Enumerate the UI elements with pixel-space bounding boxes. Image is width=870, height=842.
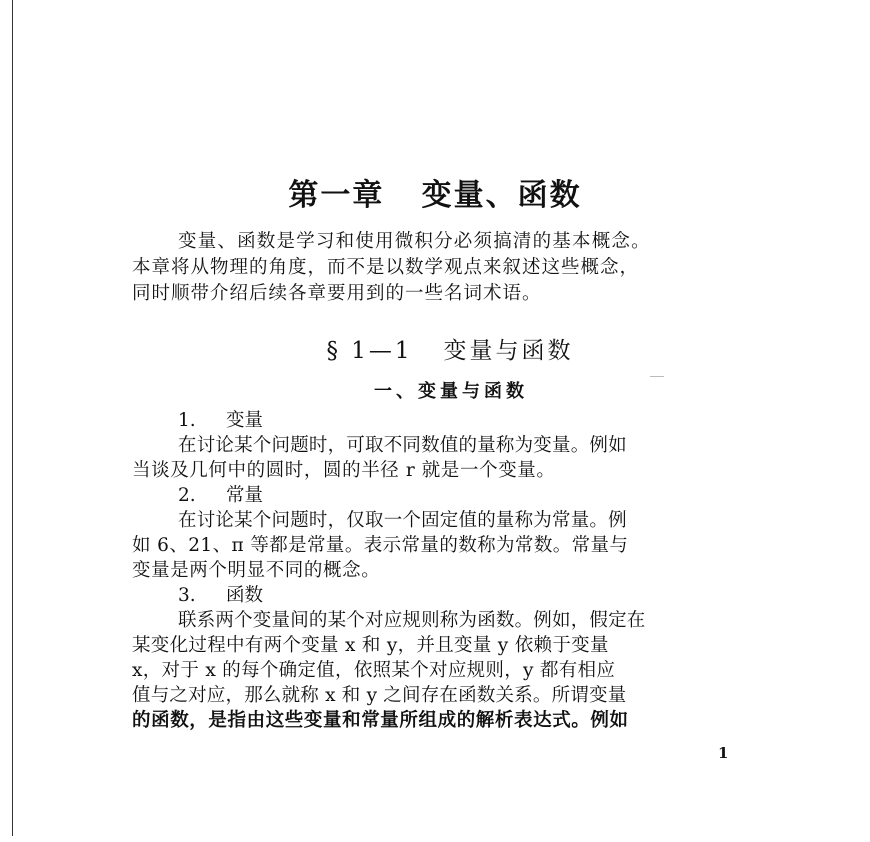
item-number: 1. bbox=[178, 410, 196, 431]
page-number: 1 bbox=[718, 744, 729, 762]
item-2-header bbox=[178, 487, 263, 506]
item-3-line-5: 的函数，是指由这些变量和常量所组成的解析表达式。例如 bbox=[132, 710, 629, 731]
item-3-line-1: 联系两个变量间的某个对应规则称为函数。例如，假定在 bbox=[178, 610, 646, 631]
item-2-line-1: 在讨论某个问题时，仅取一个固定值的量称为常量。例 bbox=[178, 510, 627, 531]
intro-line-2: 本章将从物理的角度，而不是以数学观点来叙述这些概念， bbox=[132, 257, 640, 278]
item-3-line-4: 值与之对应，那么就称 x 和 y 之间存在函数关系。所谓变量 bbox=[132, 685, 627, 706]
item-heading: 常量 bbox=[226, 485, 264, 506]
intro-line-3: 同时顺带介绍后续各章要用到的一些名词术语。 bbox=[132, 283, 542, 304]
item-1-line-2: 当谈及几何中的圆时，圆的半径 r 就是一个变量。 bbox=[132, 460, 556, 481]
item-2-line-2: 如 6、21、π 等都是常量。表示常量的数称为常数。常量与 bbox=[132, 535, 629, 556]
item-2-line-3: 变量是两个明显不同的概念。 bbox=[132, 560, 381, 581]
intro-line-1: 变量、函数是学习和使用微积分必须搞清的基本概念。 bbox=[178, 231, 651, 252]
page-edge-rule bbox=[12, 0, 13, 836]
item-heading: 变量 bbox=[226, 410, 264, 431]
chapter-title: 第一章 变量、函数 bbox=[288, 178, 582, 213]
item-1-header bbox=[178, 412, 263, 431]
section-title: § 1—1 变量与函数 bbox=[326, 338, 574, 364]
subsection-title: 一、变量与函数 bbox=[374, 381, 528, 402]
item-heading: 函数 bbox=[226, 585, 264, 606]
item-3-header bbox=[178, 587, 263, 606]
item-1-line-1: 在讨论某个问题时，可取不同数值的量称为变量。例如 bbox=[178, 435, 627, 456]
item-number: 3. bbox=[178, 585, 196, 606]
item-3-line-3: x，对于 x 的每个确定值，依照某个对应规则，y 都有相应 bbox=[132, 660, 616, 681]
item-number: 2. bbox=[178, 485, 196, 506]
item-3-line-2: 某变化过程中有两个变量 x 和 y，并且变量 y 依赖于变量 bbox=[132, 635, 609, 656]
